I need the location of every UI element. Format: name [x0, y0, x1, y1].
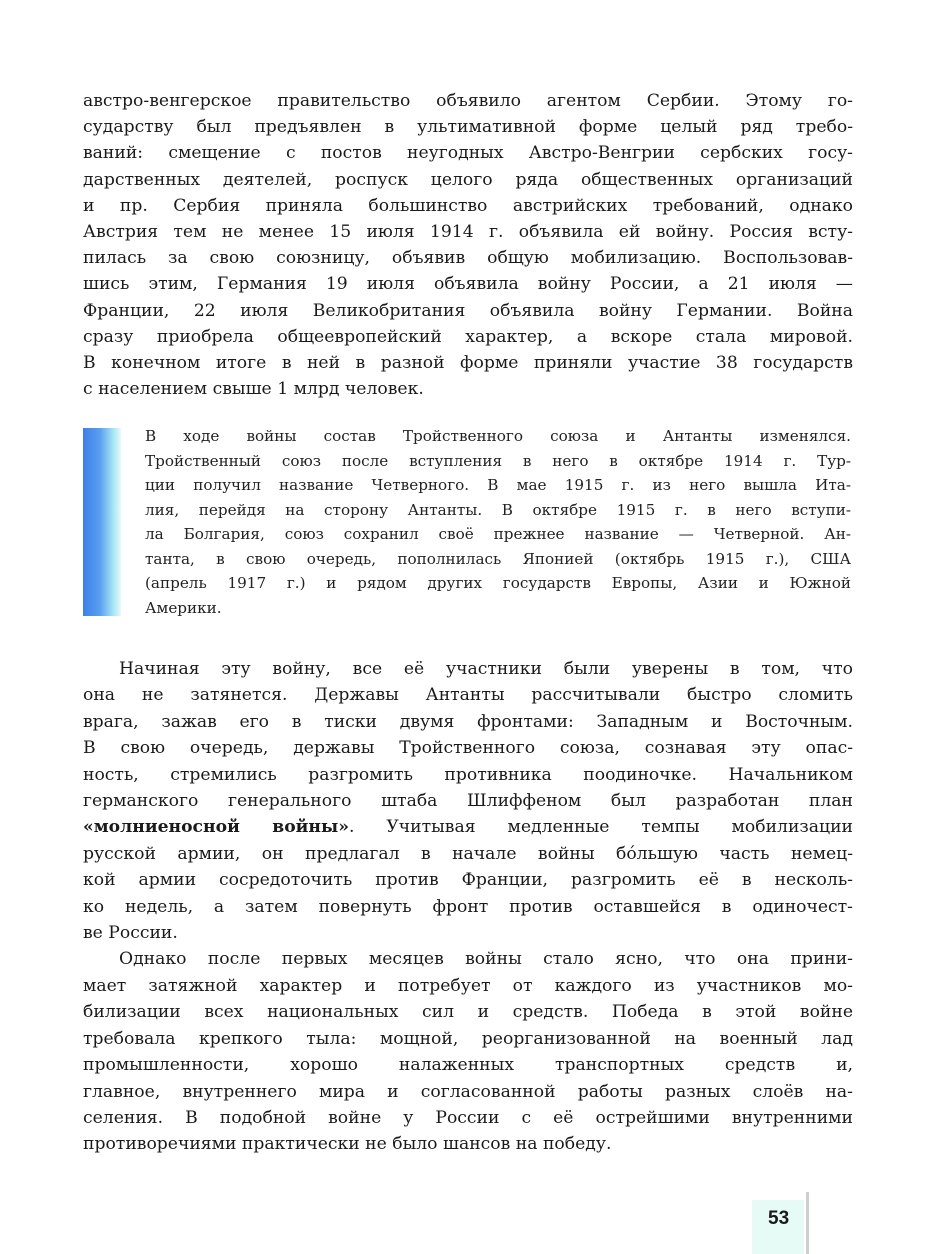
note-text: [145, 424, 851, 620]
text-line: ла Болгария, союз сохранил своё прежнее название — Четверной. Ан-: [145, 525, 851, 543]
text-line: Тройственный союз после вступления в него в октябре 1914 г. Тур-: [145, 451, 851, 470]
text-line: дарственных деятелей, роспуск целого ряда общественных организаций: [83, 169, 853, 190]
text-line: Франции, 22 июля Великобритания объявила войну Германии. Война: [83, 300, 853, 321]
text-line: главное, внутреннего мира и согласованной работы разных слоёв на-: [83, 1081, 853, 1102]
text-line: билизации всех национальных сил и средств. Победа в этой войне: [83, 1002, 853, 1023]
page-edge-divider: [806, 1192, 809, 1254]
text-line: германского генерального штаба Шлиффеном был разработан план: [83, 791, 853, 812]
text-line: австро-венгерское правительство объявило агентом Сербии. Этому го-: [83, 91, 853, 111]
text-line: ность, стремились разгромить противника поодиночке. Начальником: [83, 764, 853, 785]
paragraph-war-character: [83, 946, 853, 1157]
text-line: ве России.: [83, 923, 178, 944]
text-line: сударству был предъявлен в ультимативной форме целый ряд требо-: [83, 117, 853, 138]
text-line: кой армии сосредоточить против Франции, разгромить её в несколь-: [83, 870, 853, 891]
top-paragraph: [83, 88, 853, 402]
text-line: промышленности, хорошо налаженных транспортных средств и,: [83, 1055, 853, 1076]
page-number: 53: [768, 1208, 790, 1229]
text-segment: . Учитывая медленные темпы мобилизации: [348, 817, 853, 838]
text-line: пилась за свою союзницу, объявив общую мобилизацию. Воспользовав-: [83, 248, 853, 269]
text-line: селения. В подобной войне у России с её острейшими внутренними: [83, 1107, 853, 1128]
text-line: ции получил название Четверного. В мае 1915 г. из него вышла Ита-: [145, 476, 851, 494]
text-line: с населением свыше 1 млрд человек.: [83, 379, 424, 400]
text-line: мает затяжной характер и потребует от каждого из участников мо-: [83, 975, 853, 996]
text-line: [83, 814, 853, 840]
text-line: Однако после первых месяцев войны стало ясно, что она прини-: [119, 949, 853, 970]
text-line: (апрель 1917 г.) и рядом других государств Европы, Азии и Южной: [145, 574, 851, 592]
text-line: противоречиями практически не было шансов на победу.: [83, 1134, 612, 1155]
text-line: лия, перейдя на сторону Антанты. В октябре 1915 г. в него вступи-: [145, 500, 851, 519]
text-line: сразу приобрела общеевропейский характер, а вскоре стала мировой.: [83, 326, 853, 347]
text-line: ваний: смещение с постов неугодных Австро-Венгрии сербских госу-: [83, 143, 853, 164]
text-line: и пр. Сербия приняла большинство австрийских требований, однако: [83, 195, 853, 216]
text-line: русской армии, он предлагал в начале войны бóльшую часть немец-: [83, 843, 853, 864]
text-line: врага, зажав его в тиски двумя фронтами: Западным и Восточным.: [83, 711, 853, 732]
text-line: ко недель, а затем повернуть фронт против оставшейся в одиночест-: [83, 896, 853, 917]
text-line: она не затянется. Державы Антанты рассчитывали быстро сломить: [83, 685, 853, 706]
text-line: В конечном итоге в ней в разной форме приняли участие 38 государств: [83, 353, 853, 374]
text-line: Начиная эту войну, все её участники были уверены в том, что: [119, 659, 853, 679]
text-line: Австрия тем не менее 15 июля 1914 г. объявила ей войну. Россия всту-: [83, 222, 853, 243]
text-line: танта, в свою очередь, пополнилась Японией (октябрь 1915 г.), США: [145, 549, 851, 568]
text-line: шись этим, Германия 19 июля объявила войну России, а 21 июля —: [83, 274, 853, 295]
text-line: В свою очередь, державы Тройственного союза, сознавая эту опас-: [83, 738, 853, 759]
sidebar-note: [83, 424, 853, 620]
text-line: В ходе войны состав Тройственного союза и Антанты изменялся.: [145, 427, 851, 445]
text-line: требовала крепкого тыла: мощной, реорганизованной на военный лад: [83, 1028, 853, 1049]
note-accent-bar: [83, 428, 121, 616]
main-text: [83, 656, 853, 1158]
paragraph-plan: [83, 656, 853, 946]
text-line: Америки.: [145, 598, 222, 617]
bold-term: «молниеносной войны»: [83, 817, 349, 838]
